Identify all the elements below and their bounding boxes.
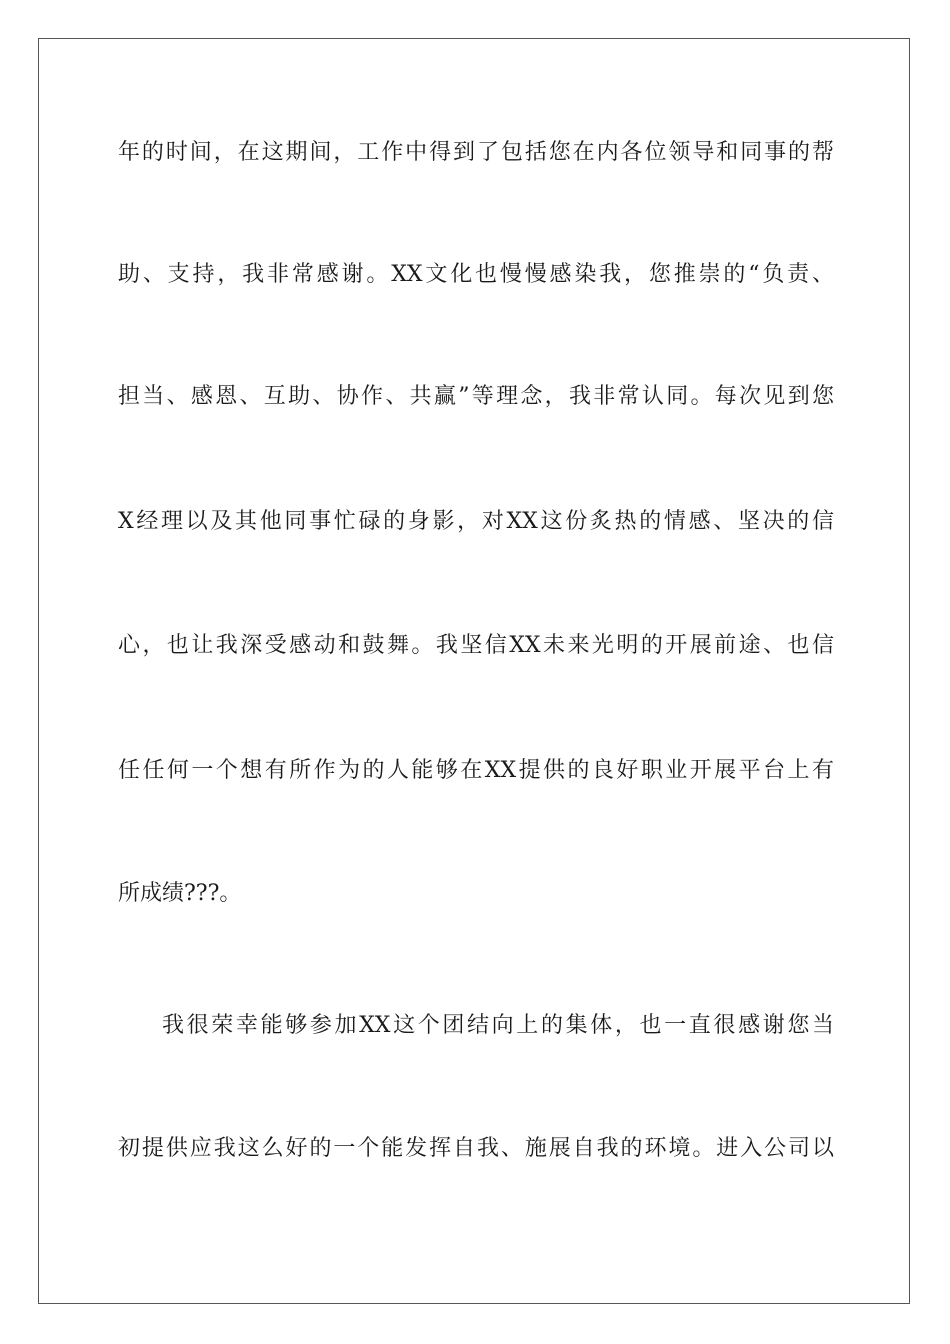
body-text-line-6: 任任何一个想有所作为的人能够在XX提供的良好职业开展平台上有: [118, 758, 834, 783]
page-border: [38, 38, 910, 1304]
body-text-line-4: X经理以及其他同事忙碌的身影，对XX这份炙热的情感、坚决的信: [118, 509, 834, 534]
body-text-line-8: 我很荣幸能够参加XX这个团结向上的集体，也一直很感谢您当: [162, 1013, 834, 1038]
body-text-line-9: 初提供应我这么好的一个能发挥自我、施展自我的环境。进入公司以: [118, 1136, 834, 1161]
body-text-line-2: 助、支持，我非常感谢。XX文化也慢慢感染我，您推崇的“负责、: [118, 262, 834, 287]
body-text-line-1: 年的时间，在这期间，工作中得到了包括您在内各位领导和同事的帮: [118, 140, 834, 165]
body-text-line-3: 担当、感恩、互助、协作、共赢”等理念，我非常认同。每次见到您: [118, 384, 834, 409]
body-text-line-5: 心，也让我深受感动和鼓舞。我坚信XX未来光明的开展前途、也信: [118, 633, 834, 658]
body-text-line-7: 所成绩???。: [118, 881, 242, 906]
